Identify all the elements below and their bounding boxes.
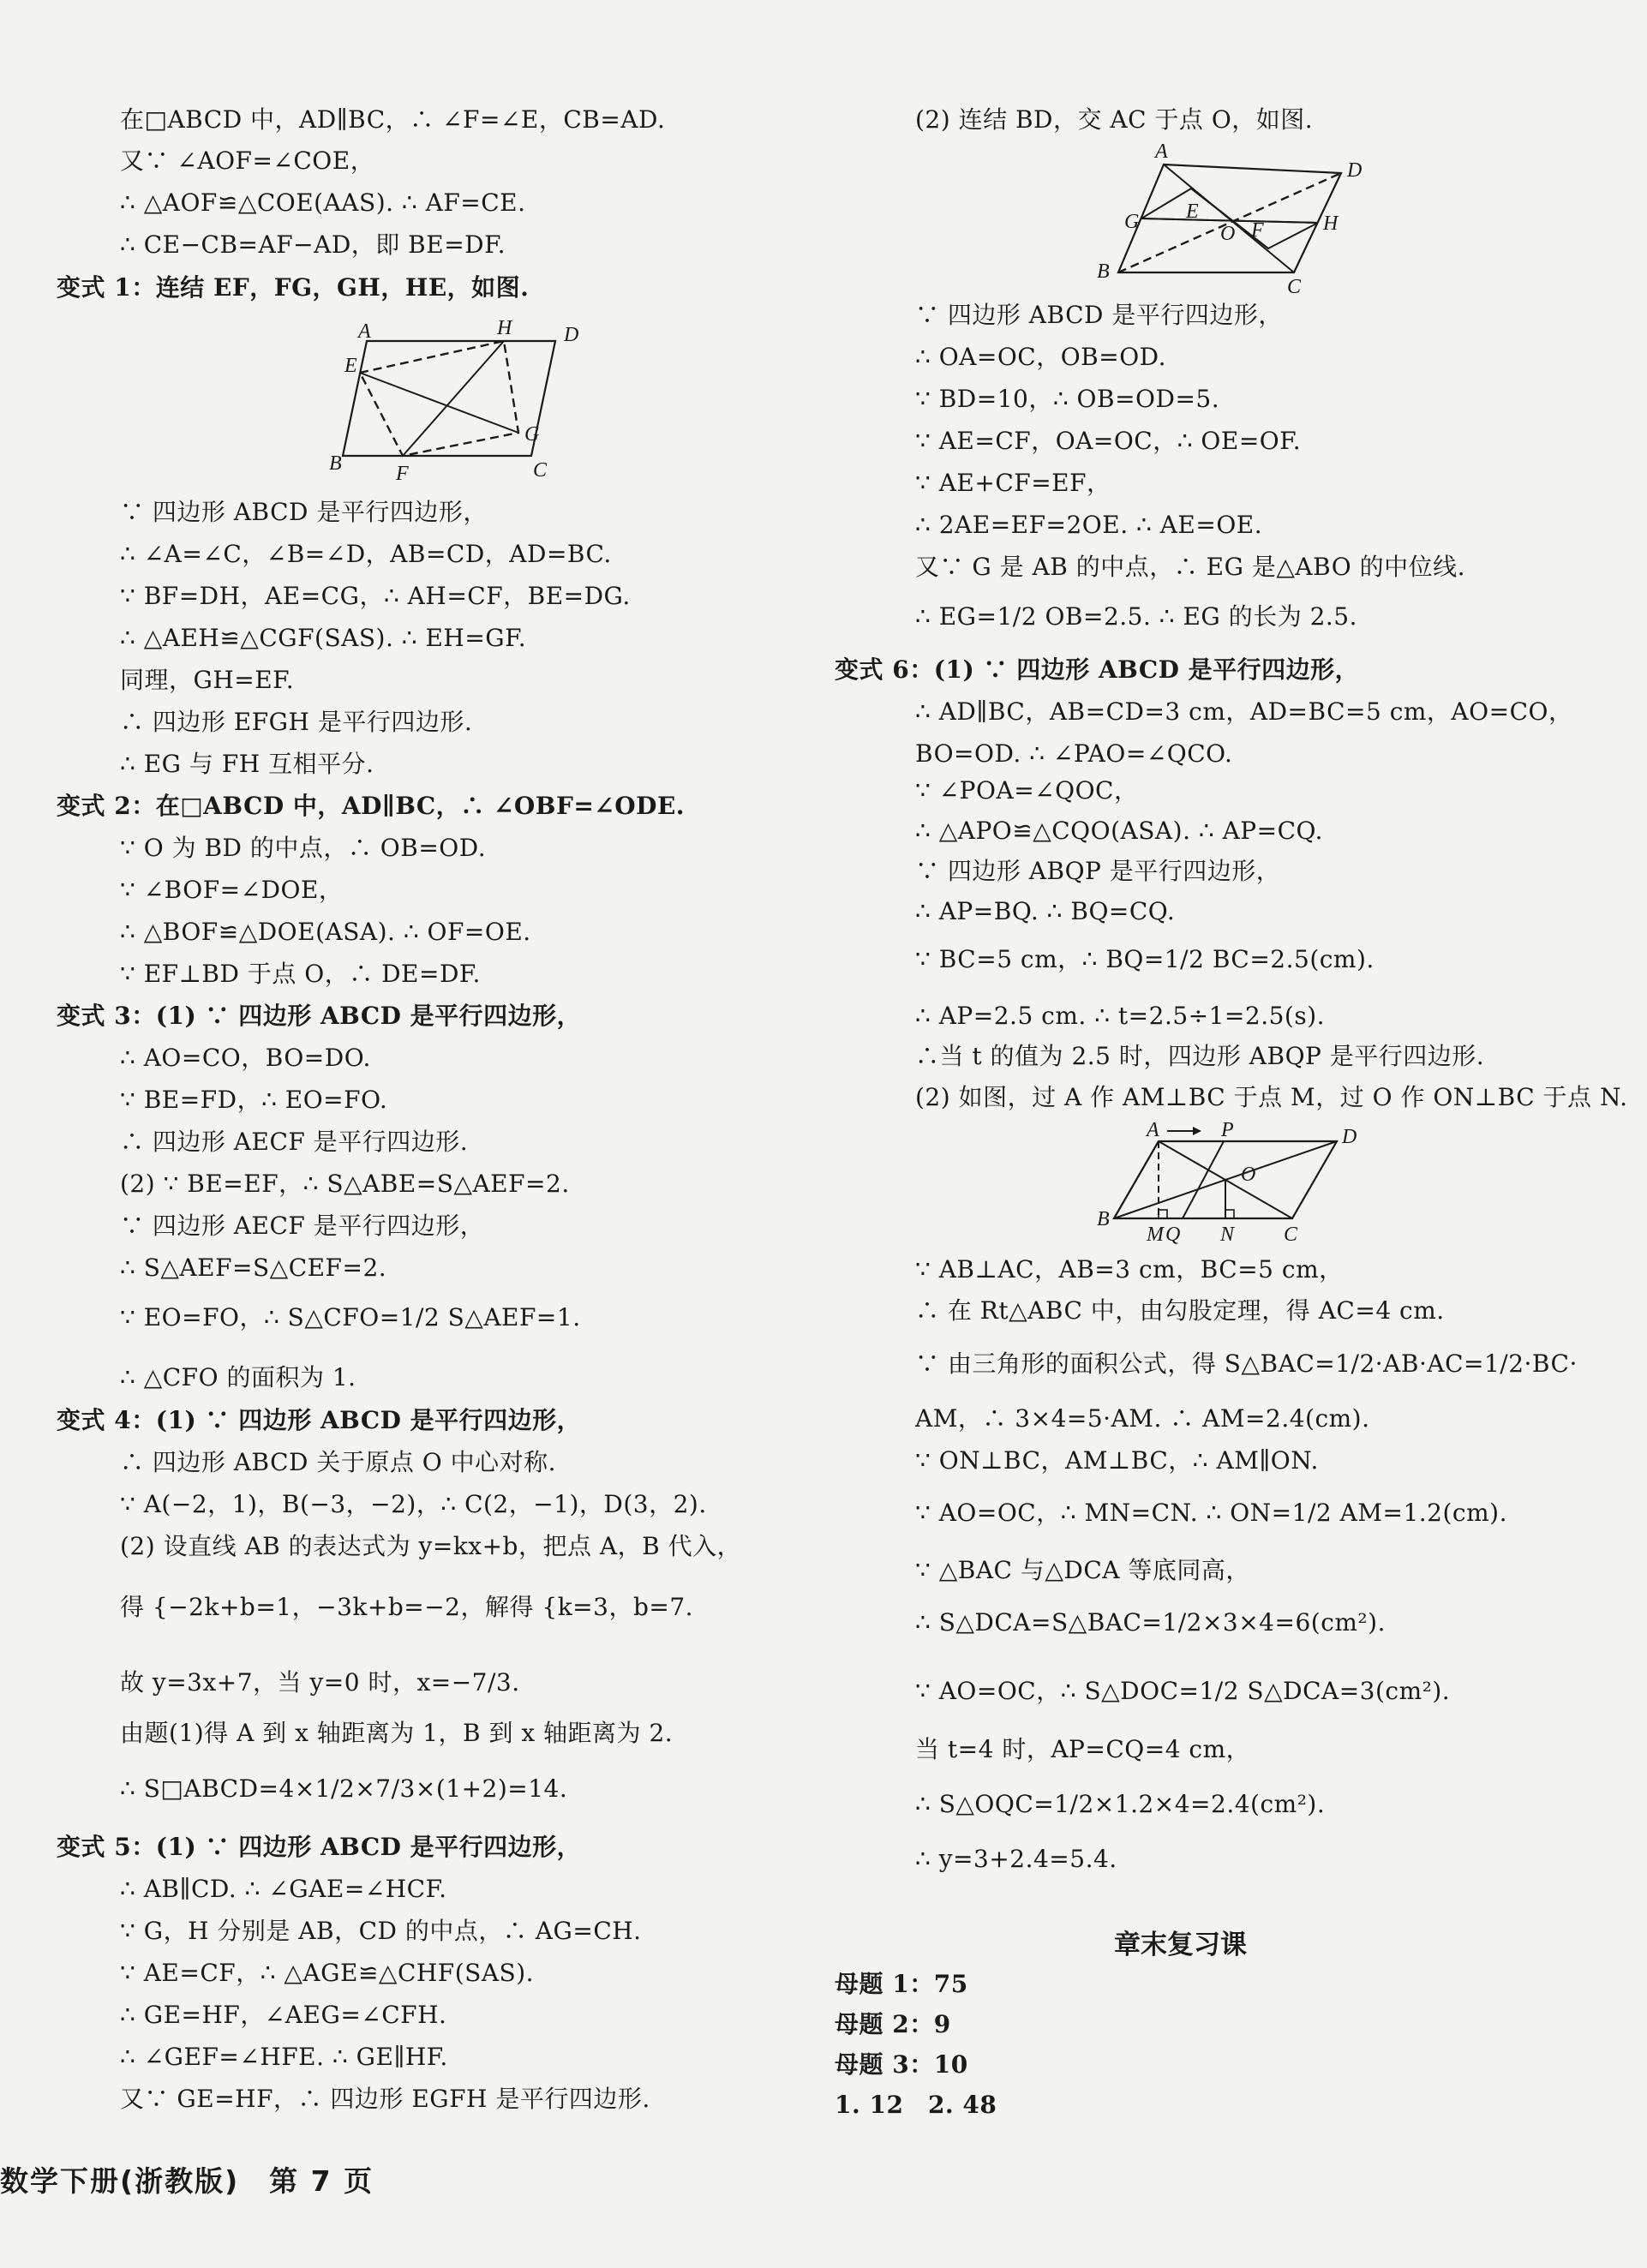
point-label: O — [1220, 223, 1236, 245]
text-line: ∴当 t 的值为 2.5 时，四边形 ABQP 是平行四边形. — [915, 1042, 1485, 1070]
variant-heading: 变式 5：(1) ∵ 四边形 ABCD 是平行四边形， — [57, 1833, 582, 1861]
text-line: (2) ∵ BE=EF，∴ S△ABE=S△AEF=2. — [120, 1170, 570, 1198]
text-line: ∴ GE=HF，∠AEG=∠CFH. — [120, 2001, 447, 2029]
text-line: AM，∴ 3×4=5·AM. ∴ AM=2.4(cm). — [915, 1404, 1370, 1433]
point-label: Q — [1165, 1224, 1181, 1246]
text-line: ∵ AO=OC，∴ MN=CN. ∴ ON=1/2 AM=1.2(cm). — [915, 1499, 1507, 1527]
point-label: F — [396, 463, 409, 485]
text-line: ∴ AO=CO，BO=DO. — [120, 1044, 371, 1072]
text-line: ∴ EG 与 FH 互相平分. — [120, 750, 374, 778]
variant-heading: 变式 3：(1) ∵ 四边形 ABCD 是平行四边形， — [57, 1002, 582, 1030]
text-line: ∵ BC=5 cm，∴ BQ=1/2 BC=2.5(cm). — [915, 945, 1374, 973]
text-line: ∴ 四边形 AECF 是平行四边形. — [120, 1128, 469, 1156]
point-label: B — [1097, 1208, 1110, 1230]
text-line: ∵ BE=FD，∴ EO=FO. — [120, 1086, 388, 1114]
point-label: D — [1347, 159, 1363, 182]
text-line: ∵ AE+CF=EF， — [915, 469, 1111, 497]
variant-heading: 变式 6：(1) ∵ 四边形 ABCD 是平行四边形， — [835, 655, 1360, 684]
text-line: ∵ O 为 BD 的中点，∴ OB=OD. — [120, 834, 487, 862]
answer-line: 1. 12 2. 48 — [835, 2091, 997, 2119]
text-line: ∵ △BAC 与△DCA 等底同高， — [915, 1556, 1250, 1584]
text-line: 由题(1)得 A 到 x 轴距离为 1，B 到 x 轴距离为 2. — [120, 1719, 674, 1747]
point-label: C — [1284, 1224, 1298, 1246]
point-label: N — [1220, 1224, 1235, 1246]
point-label: M — [1147, 1224, 1164, 1246]
text-line: 同理，GH=EF. — [120, 666, 295, 694]
text-line: ∴ CE−CB=AF−AD，即 BE=DF. — [120, 230, 506, 259]
text-line: (2) 如图，过 A 作 AM⊥BC 于点 M，过 O 作 ON⊥BC 于点 N. — [915, 1083, 1628, 1111]
text-line: ∴ △CFO 的面积为 1. — [120, 1363, 356, 1391]
text-line: ∴ S□ABCD=4×1/2×7/3×(1+2)=14. — [120, 1774, 568, 1803]
point-label: D — [564, 324, 579, 346]
text-line: ∵ 四边形 AECF 是平行四边形， — [120, 1212, 485, 1240]
text-line: 又∵ G 是 AB 的中点，∴ EG 是△ABO 的中位线. — [915, 553, 1465, 581]
point-label: G — [524, 423, 540, 446]
text-line: ∴ 2AE=EF=2OE. ∴ AE=OE. — [915, 511, 1263, 539]
text-line: BO=OD. ∴ ∠PAO=∠QCO. — [915, 739, 1233, 768]
variant-heading: 变式 1：连结 EF，FG，GH，HE，如图. — [57, 273, 530, 302]
text-line: ∴ AD∥BC，AB=CD=3 cm，AD=BC=5 cm，AO=CO， — [915, 697, 1573, 726]
point-label: H — [1323, 212, 1339, 235]
answer-line: 母题 2：9 — [835, 2010, 951, 2038]
text-line: ∵ 四边形 ABCD 是平行四边形， — [915, 301, 1283, 329]
text-line: ∴ 在 Rt△ABC 中，由勾股定理，得 AC=4 cm. — [915, 1296, 1445, 1325]
page-footer: 数学下册(浙教版) 第 7 页 — [0, 2164, 374, 2198]
text-line: ∴ EG=1/2 OB=2.5. ∴ EG 的长为 2.5. — [915, 602, 1358, 631]
text-line: ∴ △APO≌△CQO(ASA). ∴ AP=CQ. — [915, 817, 1323, 845]
text-line: ∵ ON⊥BC，AM⊥BC，∴ AM∥ON. — [915, 1446, 1319, 1475]
text-line: 故 y=3x+7，当 y=0 时，x=−7/3. — [120, 1668, 520, 1697]
point-label: E — [1186, 200, 1199, 223]
point-label: E — [344, 355, 357, 377]
text-line: ∵ AE=CF，∴ △AGE≌△CHF(SAS). — [120, 1959, 535, 1987]
point-label: C — [533, 459, 548, 482]
text-line: ∵ AE=CF，OA=OC，∴ OE=OF. — [915, 427, 1302, 455]
text-line: ∵ EF⊥BD 于点 O，∴ DE=DF. — [120, 960, 481, 988]
text-line: ∴ OA=OC，OB=OD. — [915, 343, 1167, 371]
parallelogram-figure-1 — [326, 317, 583, 497]
variant-heading: 变式 2：在□ABCD 中，AD∥BC，∴ ∠OBF=∠ODE. — [57, 792, 686, 820]
point-label: B — [1097, 260, 1110, 283]
text-line: ∴ S△AEF=S△CEF=2. — [120, 1254, 387, 1282]
text-line: ∵ BF=DH，AE=CG，∴ AH=CF，BE=DG. — [120, 582, 631, 610]
text-line: ∴ AP=BQ. ∴ BQ=CQ. — [915, 897, 1176, 925]
point-label: G — [1124, 211, 1140, 233]
variant-heading: 变式 4：(1) ∵ 四边形 ABCD 是平行四边形， — [57, 1406, 582, 1434]
point-label: C — [1287, 276, 1302, 298]
text-line: ∴ y=3+2.4=5.4. — [915, 1845, 1117, 1873]
text-line: (2) 连结 BD，交 AC 于点 O，如图. — [915, 105, 1314, 134]
parallelogram-figure-3 — [1097, 1121, 1363, 1249]
text-line: ∴ S△OQC=1/2×1.2×4=2.4(cm²). — [915, 1790, 1326, 1818]
text-line: ∵ 四边形 ABQP 是平行四边形， — [915, 857, 1281, 885]
text-line: ∴ ∠A=∠C，∠B=∠D，AB=CD，AD=BC. — [120, 540, 612, 568]
text-line: ∵ ∠BOF=∠DOE， — [120, 876, 344, 904]
text-line: 得 {−2k+b=1，−3k+b=−2，解得 {k=3，b=7. — [120, 1593, 694, 1621]
text-line: ∵ 由三角形的面积公式，得 S△BAC=1/2·AB·AC=1/2·BC· — [915, 1349, 1578, 1378]
point-label: A — [358, 320, 371, 343]
text-line: 在□ABCD 中，AD∥BC，∴ ∠F=∠E，CB=AD. — [120, 105, 666, 134]
text-line: ∵ AO=OC，∴ S△DOC=1/2 S△DCA=3(cm²). — [915, 1677, 1451, 1705]
text-line: 又∵ ∠AOF=∠COE， — [120, 147, 375, 175]
text-line: ∵ 四边形 ABCD 是平行四边形， — [120, 498, 488, 526]
text-line: ∴ △BOF≌△DOE(ASA). ∴ OF=OE. — [120, 918, 531, 946]
text-line: ∵ G，H 分别是 AB，CD 的中点，∴ AG=CH. — [120, 1917, 642, 1945]
answer-line: 母题 3：10 — [835, 2050, 968, 2079]
point-label: D — [1342, 1126, 1357, 1148]
point-label: A — [1147, 1119, 1159, 1141]
text-line: ∵ BD=10，∴ OB=OD=5. — [915, 385, 1220, 413]
text-line: ∵ EO=FO，∴ S△CFO=1/2 S△AEF=1. — [120, 1303, 581, 1331]
text-line: ∴ 四边形 EFGH 是平行四边形. — [120, 708, 473, 736]
text-line: ∴ ∠GEF=∠HFE. ∴ GE∥HF. — [120, 2043, 448, 2071]
text-line: ∵ A(−2，1)，B(−3，−2)，∴ C(2，−1)，D(3，2). — [120, 1490, 707, 1518]
text-line: ∵ ∠POA=∠QOC， — [915, 776, 1139, 805]
text-line: (2) 设直线 AB 的表达式为 y=kx+b，把点 A，B 代入， — [120, 1532, 742, 1560]
point-label: A — [1155, 141, 1168, 163]
point-label: B — [329, 452, 342, 475]
point-label: O — [1241, 1164, 1256, 1186]
text-line: ∴ △AOF≌△COE(AAS). ∴ AF=CE. — [120, 189, 526, 217]
parallelogram-figure-2 — [1097, 141, 1380, 298]
answer-line: 母题 1：75 — [835, 1970, 968, 1998]
text-line: 又∵ GE=HF，∴ 四边形 EGFH 是平行四边形. — [120, 2085, 650, 2113]
section-title: 章末复习课 — [1114, 1930, 1247, 1960]
text-line: ∴ 四边形 ABCD 关于原点 O 中心对称. — [120, 1448, 557, 1476]
point-label: P — [1221, 1119, 1234, 1141]
text-line: ∴ AB∥CD. ∴ ∠GAE=∠HCF. — [120, 1875, 447, 1903]
point-label: H — [497, 317, 512, 339]
text-line: ∴ △AEH≌△CGF(SAS). ∴ EH=GF. — [120, 624, 527, 652]
text-line: 当 t=4 时，AP=CQ=4 cm， — [915, 1735, 1251, 1763]
text-line: ∴ S△DCA=S△BAC=1/2×3×4=6(cm²). — [915, 1608, 1386, 1637]
text-line: ∵ AB⊥AC，AB=3 cm，BC=5 cm， — [915, 1255, 1344, 1284]
text-line: ∴ AP=2.5 cm. ∴ t=2.5÷1=2.5(s). — [915, 1002, 1326, 1030]
point-label: F — [1251, 219, 1264, 242]
